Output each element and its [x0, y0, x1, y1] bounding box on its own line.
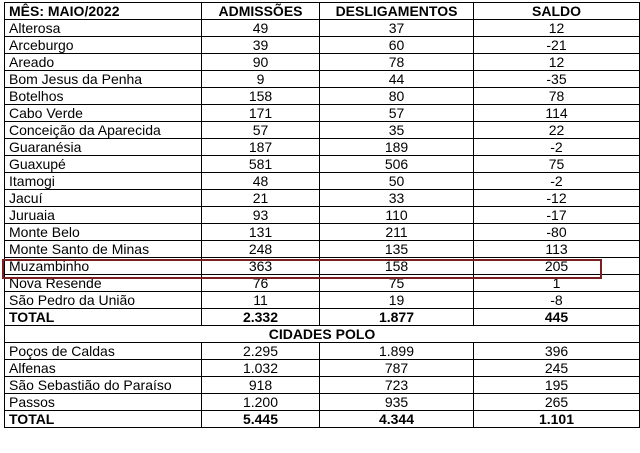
total-polo-label: TOTAL — [5, 411, 202, 428]
city-row — [5, 105, 640, 122]
city-cell: Jacuí — [5, 190, 202, 207]
city-cell: Poços de Caldas — [5, 343, 202, 360]
city-row — [5, 156, 640, 173]
admissoes-header: ADMISSÕES — [202, 3, 320, 20]
month-header: MÊS: MAIO/2022 — [5, 3, 202, 20]
city-cell: Botelhos — [5, 88, 202, 105]
admissoes-cell: 2.295 — [202, 343, 320, 360]
saldo-cell: 1 — [474, 275, 640, 292]
admissoes-cell: 21 — [202, 190, 320, 207]
city-cell: Guaranésia — [5, 139, 202, 156]
admissoes-cell: 171 — [202, 105, 320, 122]
saldo-cell: -2 — [474, 173, 640, 190]
admissoes-cell: 93 — [202, 207, 320, 224]
city-row — [5, 37, 640, 54]
polo-city-row — [5, 394, 640, 411]
admissoes-cell: 158 — [202, 88, 320, 105]
city-row — [5, 275, 640, 292]
desligamentos-cell: 110 — [320, 207, 474, 224]
admissoes-cell: 57 — [202, 122, 320, 139]
city-row — [5, 190, 640, 207]
section-title: CIDADES POLO — [5, 326, 640, 343]
city-cell: Guaxupé — [5, 156, 202, 173]
city-row — [5, 54, 640, 71]
saldo-cell: -35 — [474, 71, 640, 88]
saldo-cell: -8 — [474, 292, 640, 309]
city-cell: Monte Belo — [5, 224, 202, 241]
saldo-cell: 396 — [474, 343, 640, 360]
saldo-cell: -17 — [474, 207, 640, 224]
city-cell: Conceição da Aparecida — [5, 122, 202, 139]
admissoes-cell: 76 — [202, 275, 320, 292]
saldo-cell: 245 — [474, 360, 640, 377]
city-cell: Muzambinho — [5, 258, 202, 275]
total-polo-desligamentos: 4.344 — [320, 411, 474, 428]
saldo-cell: -80 — [474, 224, 640, 241]
saldo-cell: 78 — [474, 88, 640, 105]
city-row — [5, 241, 640, 258]
saldo-cell: 265 — [474, 394, 640, 411]
saldo-cell: 12 — [474, 54, 640, 71]
desligamentos-cell: 35 — [320, 122, 474, 139]
city-cell: Arceburgo — [5, 37, 202, 54]
polo-city-row — [5, 360, 640, 377]
city-cell: Bom Jesus da Penha — [5, 71, 202, 88]
city-cell: Juruaia — [5, 207, 202, 224]
city-cell: São Sebastião do Paraíso — [5, 377, 202, 394]
desligamentos-cell: 1.899 — [320, 343, 474, 360]
polo-city-row — [5, 377, 640, 394]
city-row — [5, 258, 640, 275]
total-polo-saldo: 1.101 — [474, 411, 640, 428]
city-row — [5, 88, 640, 105]
city-cell: Alfenas — [5, 360, 202, 377]
admissoes-cell: 11 — [202, 292, 320, 309]
total-row — [5, 309, 640, 326]
desligamentos-cell: 158 — [320, 258, 474, 275]
total-saldo: 445 — [474, 309, 640, 326]
saldo-cell: 12 — [474, 20, 640, 37]
saldo-cell: 205 — [474, 258, 640, 275]
desligamentos-cell: 935 — [320, 394, 474, 411]
saldo-cell: 195 — [474, 377, 640, 394]
saldo-cell: 113 — [474, 241, 640, 258]
admissoes-cell: 131 — [202, 224, 320, 241]
city-cell: Monte Santo de Minas — [5, 241, 202, 258]
city-row — [5, 20, 640, 37]
desligamentos-cell: 44 — [320, 71, 474, 88]
saldo-cell: -2 — [474, 139, 640, 156]
section-row — [5, 326, 640, 343]
city-row — [5, 207, 640, 224]
admissoes-cell: 90 — [202, 54, 320, 71]
saldo-cell: -12 — [474, 190, 640, 207]
city-cell: Areado — [5, 54, 202, 71]
city-cell: Passos — [5, 394, 202, 411]
admissoes-cell: 48 — [202, 173, 320, 190]
city-row — [5, 173, 640, 190]
desligamentos-cell: 78 — [320, 54, 474, 71]
desligamentos-cell: 787 — [320, 360, 474, 377]
employment-table — [4, 2, 640, 428]
desligamentos-cell: 135 — [320, 241, 474, 258]
city-row — [5, 292, 640, 309]
city-row — [5, 122, 640, 139]
total-admissoes: 2.332 — [202, 309, 320, 326]
saldo-cell: 75 — [474, 156, 640, 173]
admissoes-cell: 9 — [202, 71, 320, 88]
saldo-cell: 22 — [474, 122, 640, 139]
admissoes-cell: 39 — [202, 37, 320, 54]
city-cell: Itamogi — [5, 173, 202, 190]
admissoes-cell: 49 — [202, 20, 320, 37]
city-cell: São Pedro da União — [5, 292, 202, 309]
desligamentos-cell: 75 — [320, 275, 474, 292]
desligamentos-cell: 506 — [320, 156, 474, 173]
desligamentos-cell: 50 — [320, 173, 474, 190]
desligamentos-cell: 211 — [320, 224, 474, 241]
desligamentos-cell: 19 — [320, 292, 474, 309]
city-row — [5, 224, 640, 241]
admissoes-cell: 1.200 — [202, 394, 320, 411]
total-polo-row — [5, 411, 640, 428]
desligamentos-cell: 33 — [320, 190, 474, 207]
polo-city-row — [5, 343, 640, 360]
total-desligamentos: 1.877 — [320, 309, 474, 326]
desligamentos-cell: 80 — [320, 88, 474, 105]
admissoes-cell: 363 — [202, 258, 320, 275]
admissoes-cell: 248 — [202, 241, 320, 258]
header-row — [5, 3, 640, 20]
city-cell: Nova Resende — [5, 275, 202, 292]
desligamentos-cell: 57 — [320, 105, 474, 122]
admissoes-cell: 918 — [202, 377, 320, 394]
desligamentos-header: DESLIGAMENTOS — [320, 3, 474, 20]
desligamentos-cell: 723 — [320, 377, 474, 394]
city-cell: Cabo Verde — [5, 105, 202, 122]
saldo-cell: 114 — [474, 105, 640, 122]
admissoes-cell: 581 — [202, 156, 320, 173]
city-cell: Alterosa — [5, 20, 202, 37]
city-row — [5, 139, 640, 156]
admissoes-cell: 187 — [202, 139, 320, 156]
total-label: TOTAL — [5, 309, 202, 326]
desligamentos-cell: 60 — [320, 37, 474, 54]
admissoes-cell: 1.032 — [202, 360, 320, 377]
saldo-cell: -21 — [474, 37, 640, 54]
desligamentos-cell: 37 — [320, 20, 474, 37]
desligamentos-cell: 189 — [320, 139, 474, 156]
city-row — [5, 71, 640, 88]
total-polo-admissoes: 5.445 — [202, 411, 320, 428]
saldo-header: SALDO — [474, 3, 640, 20]
